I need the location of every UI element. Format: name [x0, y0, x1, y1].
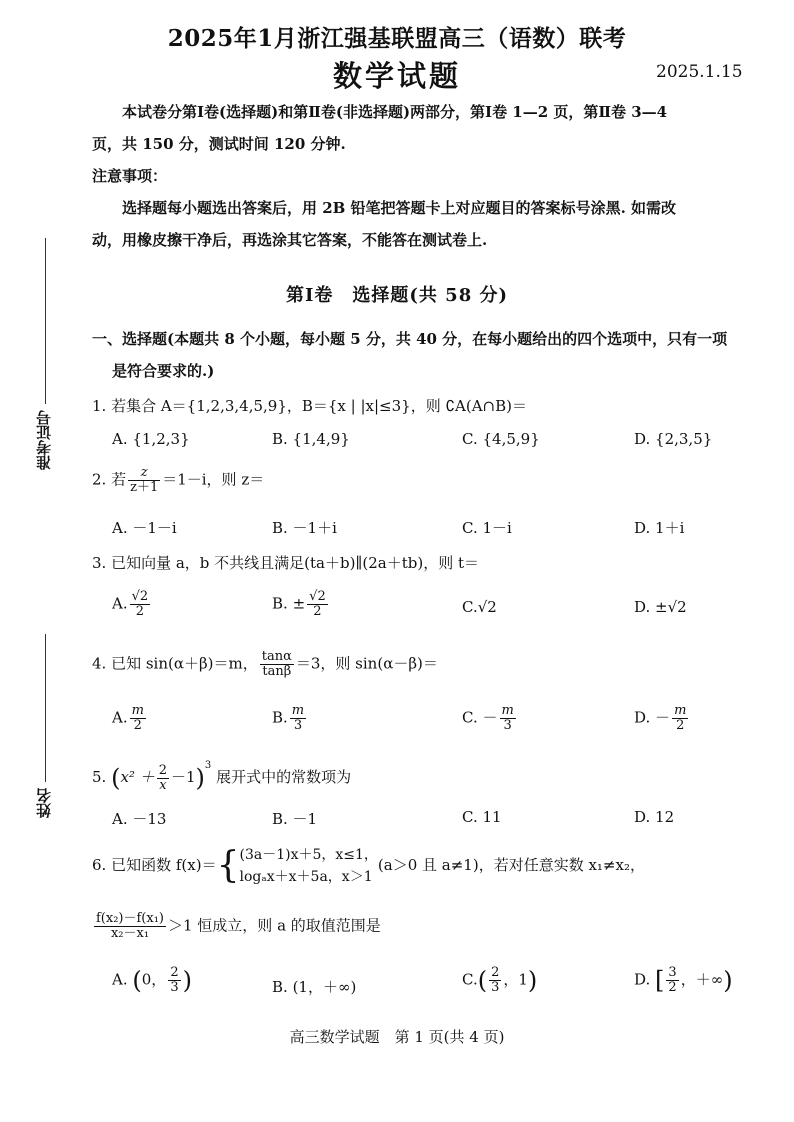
part1-line-2: 是符合要求的.): [112, 362, 215, 380]
q2-option-b: B. －1＋i: [272, 519, 337, 537]
q6-fraction: $\frac{\text{f(x₂)－f(x₁)}}{\text{x₂－x₁}}$: [96, 911, 164, 941]
q3-b-fraction: $\frac{√2}{2}$: [309, 589, 326, 619]
part1-line-1: 一、选择题(本题共 8 个小题，每小题 5 分，共 40 分，在每小题给出的四个选项中，只有一项: [92, 330, 728, 348]
q3-option-b: B. ± $\frac{√2}{2}$: [272, 589, 326, 619]
q4-option-a: A. $\frac{m}{2}$: [112, 703, 144, 733]
question-4-stem: 4. 已知 sin(α＋β)＝m， $\frac{\tan\alpha}{\tan\beta}$ ＝3，则 sin(α－β)＝: [92, 649, 438, 679]
q5-option-a: A. －13: [112, 810, 167, 828]
q1-option-b: B. {1,4,9}: [272, 430, 350, 448]
notice-line-2: 动，用橡皮擦干净后，再选涂其它答案，不能答在测试卷上.: [92, 231, 488, 249]
question-3-stem: 3. 已知向量 a，b 不共线且满足(ta＋b)∥(2a＋tb)，则 t＝: [92, 554, 479, 572]
q2-option-c: C. 1－i: [462, 519, 512, 537]
q6-option-c: C.( $\frac{2}{3}$ ，1): [462, 965, 538, 995]
notice-line-1: 选择题每小题选出答案后，用 2B 铅笔把答题卡上对应题目的答案标号涂黑. 如需改: [122, 199, 677, 217]
q1-option-d: D. {2,3,5}: [634, 430, 713, 448]
exam-id-label: 准考证号: [35, 410, 53, 470]
q6-a-fraction: $\frac{2}{3}$: [170, 965, 179, 995]
q1-option-c: C. {4,5,9}: [462, 430, 540, 448]
q6-option-d: D. [ $\frac{3}{2}$ ，＋∞): [634, 965, 733, 995]
question-5-stem: 5. (x² ＋ $\frac{2}{x}$ －1)$^3$ 展开式中的常数项为: [92, 760, 352, 793]
exam-subtitle: 数学试题: [332, 59, 461, 93]
question-6-stem: 6. 已知函数 f(x)＝{ (3a－1)x＋5，x≤1， logₐx＋x＋5a，x＞1 (a＞0 且 a≠1)，若对任意实数 x₁≠x₂，: [92, 845, 645, 886]
q4-option-d: D. － $\frac{m}{2}$: [634, 703, 687, 733]
exam-title: 2025年1月浙江强基联盟高三（语数）联考: [167, 25, 627, 52]
q4-option-b: B. $\frac{m}{3}$: [272, 703, 305, 733]
q3-option-d: D. ±√2: [634, 598, 687, 616]
q6-c-fraction: $\frac{2}{3}$: [491, 965, 500, 995]
q2-frac-den: z＋1: [130, 480, 159, 495]
q6-option-b: B. (1，＋∞): [272, 978, 357, 996]
intro-paragraph: [92, 96, 764, 256]
q5-option-d: D. 12: [634, 808, 675, 826]
q2-prefix: 2. 若: [92, 470, 127, 489]
q6-cases: (3a－1)x＋5，x≤1， logₐx＋x＋5a，x＞1: [239, 847, 378, 885]
q2-option-a: A. －1－i: [112, 519, 177, 537]
q2-option-d: D. 1＋i: [634, 519, 685, 537]
q3-option-c: C.√2: [462, 598, 497, 616]
exam-date: 2025.1.15: [656, 62, 743, 82]
q5-power: 3: [204, 760, 212, 771]
name-line: [45, 634, 46, 782]
q5-left-paren: (: [111, 764, 121, 792]
exam-id-line: [45, 238, 46, 404]
q5-right-paren: ): [195, 764, 205, 792]
part1-heading: [92, 323, 764, 387]
q6-brace: {: [216, 845, 240, 886]
q3-a-fraction: $\frac{√2}{2}$: [131, 589, 149, 619]
q3-option-a: A. $\frac{√2}{2}$: [112, 589, 149, 619]
q4-d-fraction: $\frac{m}{2}$: [674, 703, 687, 733]
q4-option-c: C. － $\frac{m}{3}$: [462, 703, 514, 733]
question-2-stem: [92, 466, 264, 495]
page-footer: 高三数学试题 第 1 页(共 4 页): [289, 1028, 505, 1046]
q4-c-fraction: $\frac{m}{3}$: [501, 703, 514, 733]
q4-b-fraction: $\frac{m}{3}$: [291, 703, 305, 733]
q5-option-b: B. －1: [272, 810, 318, 828]
q2-frac-num: z: [128, 466, 160, 481]
q2-suffix: ＝1－i，则 z＝: [162, 470, 265, 489]
q4-a-fraction: $\frac{m}{2}$: [131, 703, 144, 733]
q5-option-c: C. 11: [462, 808, 502, 826]
q4-fraction: $\frac{\tan\alpha}{\tan\beta}$: [261, 649, 292, 679]
intro-line-2: 页，共 150 分，测试时间 120 分钟.: [92, 135, 346, 153]
q6-option-a: A. (0， $\frac{2}{3}$ ): [112, 965, 192, 995]
q2-fraction: [128, 466, 160, 495]
name-label: 姓名: [35, 788, 53, 818]
notice-title: 注意事项：: [92, 167, 168, 185]
q5-fraction: $\frac{2}{x}$: [158, 762, 167, 793]
intro-line-1: 本试卷分第Ⅰ卷(选择题)和第Ⅱ卷(非选择题)两部分，第Ⅰ卷 1—2 页，第Ⅱ卷 3—4: [122, 103, 668, 121]
section-title: 第Ⅰ卷 选择题(共 58 分): [285, 285, 509, 306]
question-1-stem: 1. 若集合 A＝{1,2,3,4,5,9}，B＝{x | |x|≤3}，则 ∁A(A∩B)＝: [92, 397, 527, 415]
q1-option-a: A. {1,2,3}: [112, 430, 190, 448]
question-6-line2: $\frac{\text{f(x₂)－f(x₁)}}{\text{x₂－x₁}}$ ＞1 恒成立，则 a 的取值范围是: [96, 911, 381, 941]
q6-d-fraction: $\frac{3}{2}$: [668, 965, 677, 995]
